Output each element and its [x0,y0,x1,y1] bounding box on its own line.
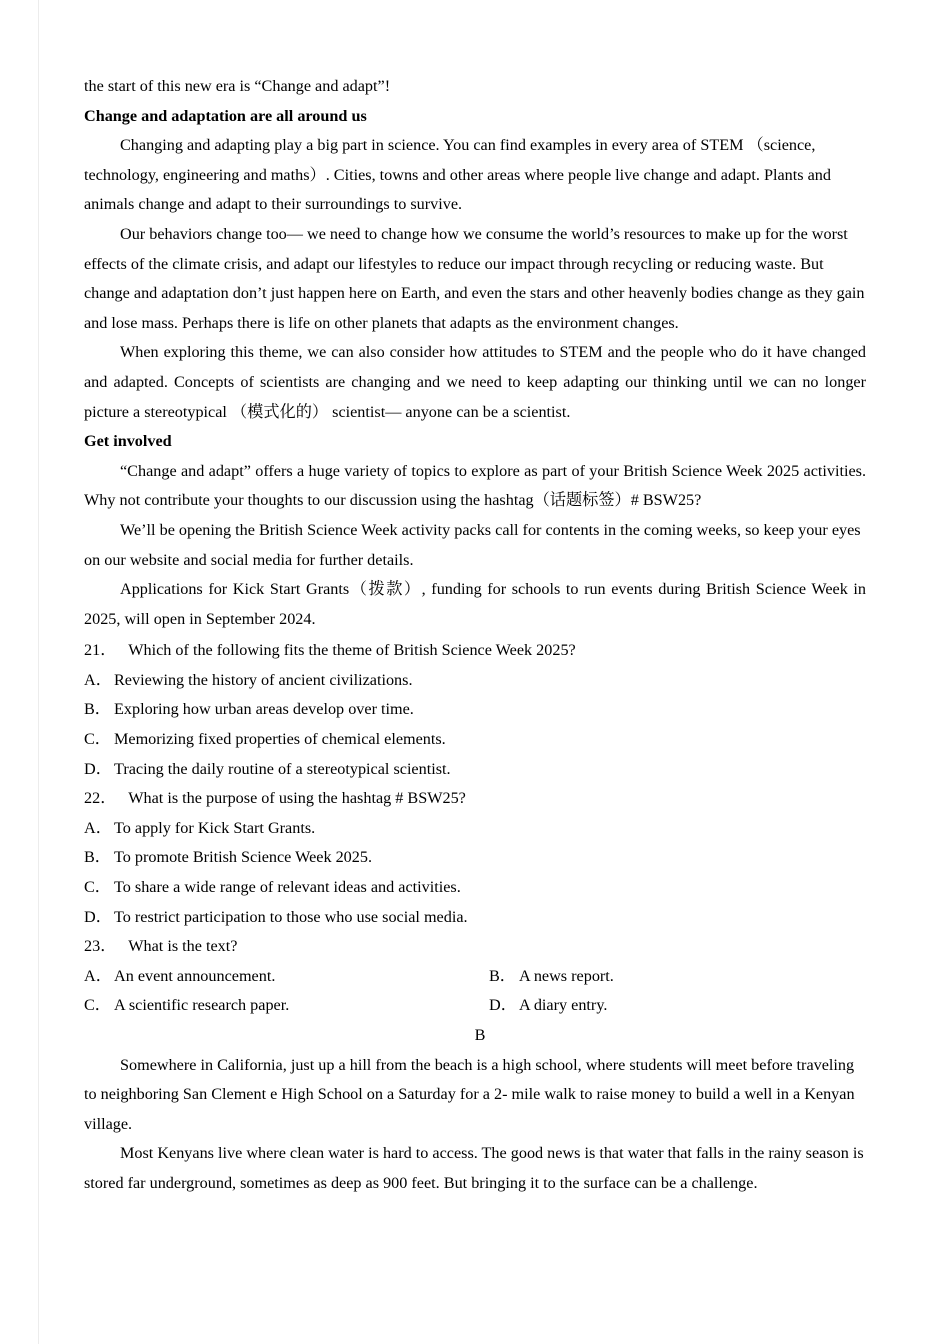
option-text: Exploring how urban areas develop over time. [114,700,414,719]
option-text: Reviewing the history of ancient civilizations. [114,670,413,689]
passage-opening-line: the start of this new era is “Change and adapt”! [84,77,391,95]
option-text: Memorizing fixed properties of chemical elements. [114,730,446,749]
question-23-option-a[interactable] [84,962,489,992]
option-label: B． [84,848,111,867]
page-binding-rule [38,0,39,1344]
question-22-number: 22． [84,789,117,808]
option-label: A． [84,818,112,837]
option-text: To promote British Science Week 2025. [114,848,373,867]
option-text: To share a wide range of relevant ideas and activities. [114,878,461,897]
option-text: To apply for Kick Start Grants. [114,818,316,837]
passage-paragraph-3: When exploring this theme, we can also consider how attitudes to STEM and the people who do it have changed and adapted. Concepts of scientists are changing and we need to keep adapting our thinking until we can no longer picture a stereotypical （模式化的） scientist— anyone can be a scientist. [84,343,866,421]
option-text: A news report. [519,966,614,985]
question-21-stem: Which of the following fits the theme of British Science Week 2025? [128,641,576,660]
passage-paragraph-1: Changing and adapting play a big part in science. You can find examples in every area of STEM （science, technology, engineering and maths）. Cities, towns and other areas where people live change and adapt. Plants and animals change and adapt to their surroundings to survive. [84,136,831,214]
question-21-option-a[interactable] [84,666,866,696]
question-21 [84,636,866,666]
option-label: A． [84,670,112,689]
option-text: To restrict participation to those who use social media. [114,907,468,926]
option-label: D． [84,759,112,778]
section-heading-get-involved: Get involved [84,432,172,451]
option-text: Tracing the daily routine of a stereotypical scientist. [114,759,451,778]
passage-b-paragraph-2: Most Kenyans live where clean water is hard to access. The good news is that water that falls in the rainy season is stored far underground, sometimes as deep as 900 feet. But bringing it to the surface can be a challenge. [84,1144,864,1192]
option-label: B． [84,700,111,719]
question-23-option-row-1 [84,962,866,992]
question-23-option-b[interactable] [489,962,849,992]
option-label: D． [84,907,112,926]
question-21-option-d[interactable] [84,755,866,785]
question-23-number: 23． [84,937,117,956]
option-label: C． [84,996,111,1015]
question-22-option-b[interactable] [84,843,866,873]
passage-paragraph-2: Our behaviors change too— we need to change how we consume the world’s resources to make up for the worst effects of the climate crisis, and adapt our lifestyles to reduce our impact through recycling or reducing waste. But change and adaptation don’t just happen here on Earth, and even the stars and other heavenly bodies change as they gain and lose mass. Perhaps there is life on other planets that adapts as the environment changes. [84,224,865,332]
question-21-option-b[interactable] [84,695,866,725]
question-22-option-a[interactable] [84,814,866,844]
passage-b-section-mark: B [474,1026,486,1044]
option-label: C． [84,878,111,897]
option-text: A diary entry. [519,996,608,1015]
question-22-option-c[interactable] [84,873,866,903]
question-22-option-d[interactable] [84,903,866,933]
question-23-option-d[interactable] [489,991,849,1021]
passage-paragraph-4: “Change and adapt” offers a huge variety of topics to explore as part of your British Science Week 2025 activities. Why not contribute your thoughts to our discussion using the hashtag（话题标签）# BSW25? [84,461,866,510]
option-label: D． [489,996,517,1015]
question-23 [84,932,866,962]
page-content [84,72,866,1199]
passage-b-paragraph-1: Somewhere in California, just up a hill from the beach is a high school, where students will meet before traveling to neighboring San Clement e High School on a Saturday for a 2- mile walk to raise money to build a well in a Kenyan village. [84,1055,855,1133]
option-label: A． [84,966,112,985]
question-23-option-row-2 [84,991,866,1021]
question-23-stem: What is the text? [128,937,238,956]
passage-paragraph-6: Applications for Kick Start Grants（拨款）, funding for schools to run events during British Science Week in 2025, will open in September 2024. [84,580,866,628]
section-heading-change-and-adaptation: Change and adaptation are all around us [84,106,367,125]
option-label: B． [489,966,516,985]
question-22 [84,784,866,814]
option-text: A scientific research paper. [114,996,290,1015]
option-text: An event announcement. [114,966,276,985]
question-22-stem: What is the purpose of using the hashtag # BSW25? [128,789,466,808]
option-label: C． [84,730,111,749]
question-21-option-c[interactable] [84,725,866,755]
question-23-option-c[interactable] [84,991,489,1021]
question-21-number: 21． [84,641,117,660]
passage-paragraph-5: We’ll be opening the British Science Week activity packs call for contents in the coming weeks, so keep your eyes on our website and social media for further details. [84,520,861,569]
